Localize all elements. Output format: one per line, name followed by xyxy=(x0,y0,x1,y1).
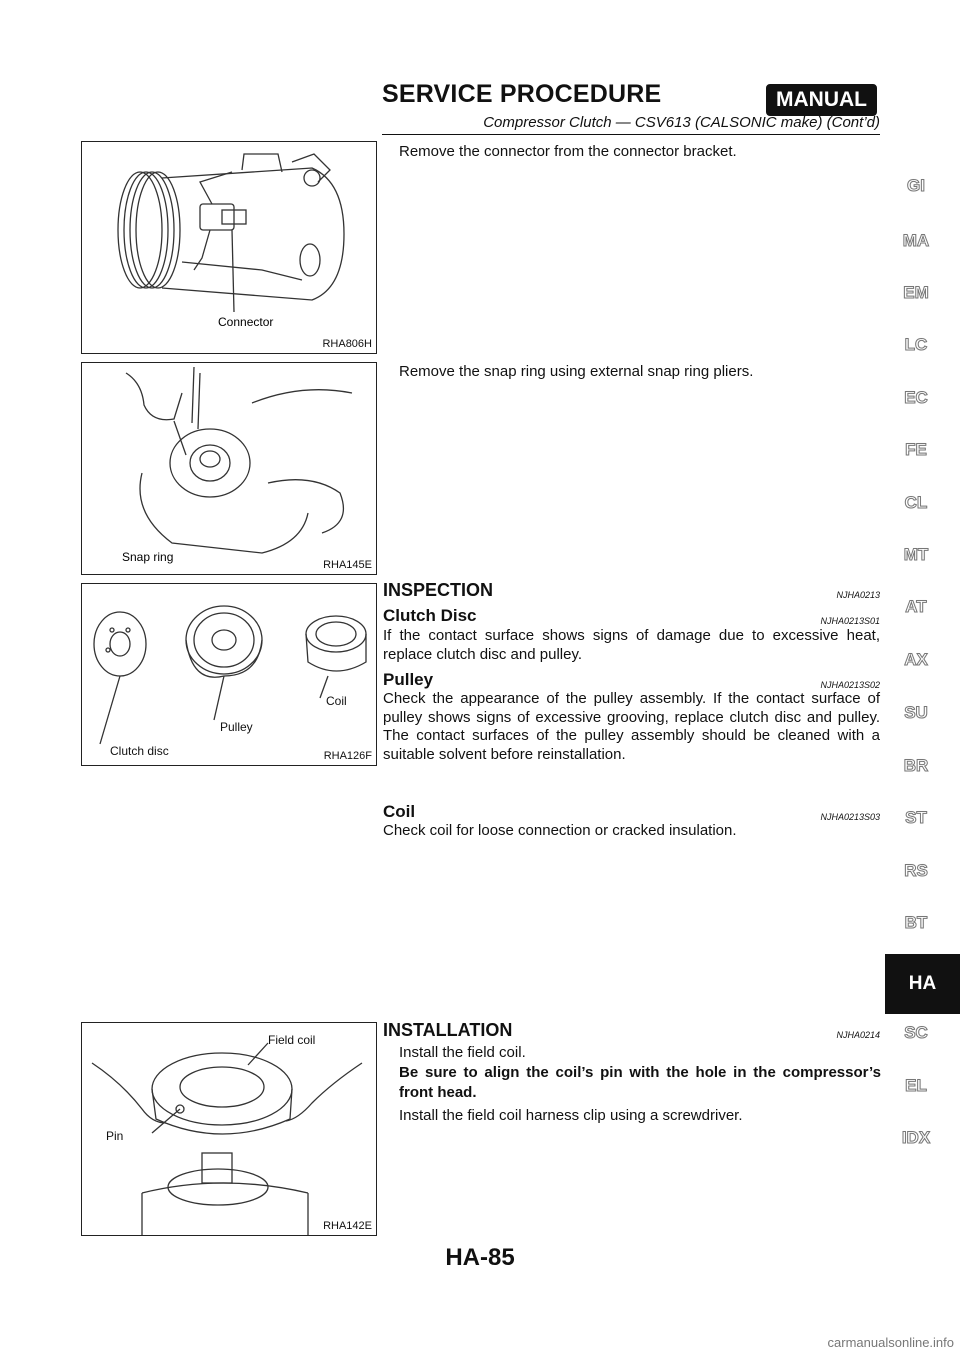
side-tab-ha-active[interactable]: HA xyxy=(885,954,960,1014)
callout-connector: Connector xyxy=(218,315,274,329)
callout-coil: Coil xyxy=(326,694,347,708)
callout-snap-ring: Snap ring xyxy=(122,550,174,564)
compressor-connector-illustration xyxy=(82,142,376,353)
page-number: HA-85 xyxy=(445,1244,515,1271)
figure-code: RHA145E xyxy=(323,559,372,571)
side-tab-br[interactable]: BR xyxy=(903,756,929,775)
coil-heading: Coil xyxy=(383,802,416,821)
side-tab-sc[interactable]: SC xyxy=(904,1023,928,1042)
installation-code: NJHA0214 xyxy=(836,1030,880,1040)
side-tab-su[interactable]: SU xyxy=(904,703,928,722)
side-tab-idx[interactable]: IDX xyxy=(901,1128,931,1147)
side-tab-mt[interactable]: MT xyxy=(903,545,929,564)
side-tab-gi[interactable]: GI xyxy=(907,176,925,195)
side-tab-cl[interactable]: CL xyxy=(904,493,928,512)
install-step-harness-clip: Install the field coil harness clip using a screwdriver. xyxy=(399,1107,743,1124)
side-tab-ma[interactable]: MA xyxy=(902,231,930,250)
side-tab-fe[interactable]: FE xyxy=(905,440,927,459)
snap-ring-pliers-illustration xyxy=(82,363,376,574)
inspection-code: NJHA0213 xyxy=(836,590,880,600)
installation-heading: INSTALLATION xyxy=(383,1020,513,1040)
side-tab-el[interactable]: EL xyxy=(905,1076,927,1095)
figure-code: RHA142E xyxy=(323,1220,372,1232)
callout-field-coil: Field coil xyxy=(268,1033,316,1047)
figure-snap-ring xyxy=(81,362,377,575)
side-tab-bt[interactable]: BT xyxy=(904,913,928,932)
figure-code: RHA126F xyxy=(323,750,372,762)
header-rule xyxy=(382,134,880,135)
step-remove-connector: Remove the connector from the connector bracket. xyxy=(399,143,737,160)
side-tab-lc[interactable]: LC xyxy=(904,335,928,354)
figure-field-coil xyxy=(81,1022,377,1236)
side-tab-ax[interactable]: AX xyxy=(904,650,928,669)
figure-clutch-parts xyxy=(81,583,377,766)
install-note-align-pin: Be sure to align the coil’s pin with the hole in the compressor’s front head. xyxy=(399,1064,881,1101)
manual-badge: MANUAL xyxy=(766,84,877,116)
inspection-heading: INSPECTION xyxy=(383,580,494,600)
callout-pulley: Pulley xyxy=(220,720,253,734)
clutch-disc-code: NJHA0213S01 xyxy=(820,616,880,626)
side-tab-at[interactable]: AT xyxy=(905,597,927,616)
figure-code: RHA806H xyxy=(322,338,372,350)
callout-pin: Pin xyxy=(106,1129,124,1143)
page-subtitle: Compressor Clutch — CSV613 (CALSONIC make) (Cont’d) xyxy=(483,114,880,131)
clutch-disc-heading: Clutch Disc xyxy=(383,606,477,625)
install-step-field-coil: Install the field coil. xyxy=(399,1044,526,1061)
page-title: SERVICE PROCEDURE xyxy=(382,80,662,108)
pulley-heading: Pulley xyxy=(383,670,434,689)
watermark: carmanualsonline.info xyxy=(827,1335,954,1350)
side-tab-ec[interactable]: EC xyxy=(904,388,928,407)
side-tab-em[interactable]: EM xyxy=(903,283,929,302)
callout-clutch-disc: Clutch disc xyxy=(110,744,169,758)
step-remove-snap-ring: Remove the snap ring using external snap ring pliers. xyxy=(399,363,754,380)
side-tab-st[interactable]: ST xyxy=(905,808,927,827)
pulley-code: NJHA0213S02 xyxy=(820,680,880,690)
figure-connector xyxy=(81,141,377,354)
field-coil-install-illustration xyxy=(82,1023,376,1235)
clutch-parts-illustration xyxy=(82,584,376,765)
clutch-disc-text: If the contact surface shows signs of damage due to excessive heat, replace clutch disc and pulley. xyxy=(383,627,880,663)
coil-code: NJHA0213S03 xyxy=(820,812,880,822)
side-tab-rs[interactable]: RS xyxy=(904,861,928,880)
coil-text: Check coil for loose connection or cracked insulation. xyxy=(383,822,737,839)
pulley-text: Check the appearance of the pulley assembly. If the contact surface of pulley shows signs of excessive grooving, replace clutch disc and pulley. The contact surfaces of the pulley assembly should be cleaned with a suitable solvent before reinstallation. xyxy=(383,690,880,763)
